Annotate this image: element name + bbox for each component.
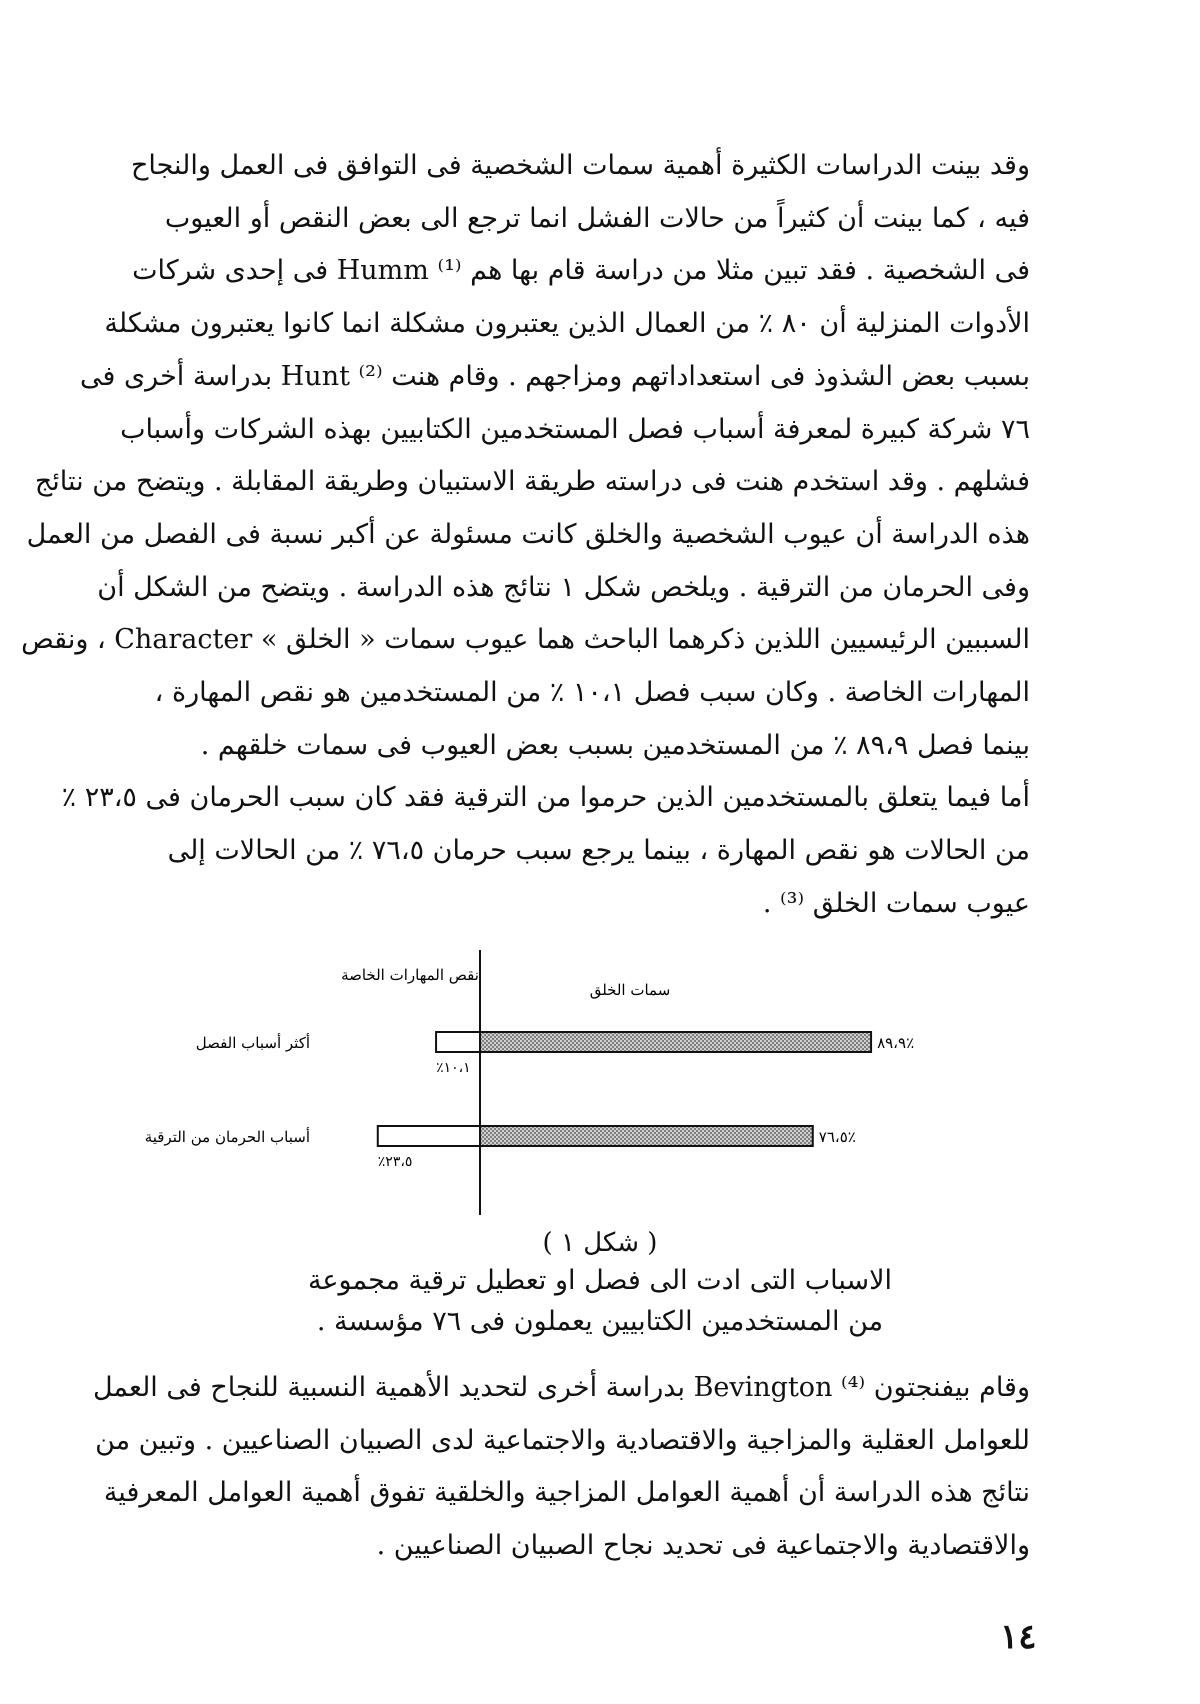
paragraph-2 (92, 1362, 1030, 1573)
bar-traits (480, 1126, 813, 1146)
bar-value-label: ٪١٠،١ (436, 1060, 471, 1076)
text-line: عيوب سمات الخلق ⁽³⁾ . (762, 887, 1030, 919)
text-line: من الحالات هو نقص المهارة ، بينما يرجع سبب حرمان ٧٦،٥ ٪ من الحالات إلى (167, 835, 1030, 867)
text-line: المهارات الخاصة . وكان سبب فصل ١٠،١ ٪ من المستخدمين هو نقص المهارة ، (154, 677, 1030, 709)
figure-caption-line-2: من المستخدمين الكتابيين يعملون فى ٧٦ مؤسسة . (316, 1306, 884, 1337)
text-line: وقد بينت الدراسات الكثيرة أهمية سمات الشخصية فى التوافق فى العمل والنجاح (130, 150, 1030, 181)
text-line: وقام بيفنجتون Bevington ⁽⁴⁾ بدراسة أخرى لتحديد الأهمية النسبية للنجاح فى العمل (92, 1372, 1030, 1403)
category-label: أسباب الحرمان من الترقية (144, 1128, 310, 1146)
category-label: أكثر أسباب الفصل (195, 1034, 310, 1052)
legend-skills: نقص المهارات الخاصة (341, 966, 479, 984)
bar-value-label: ٨٩،٩٪ (877, 1034, 915, 1052)
text-line: نتائج هذه الدراسة أن أهمية العوامل المزاجية والخلقية تفوق أهمية العوامل المعرفية (103, 1477, 1030, 1509)
text-line: أما فيما يتعلق بالمستخدمين الذين حرموا من الترقية فقد كان سبب الحرمان فى ٢٣،٥ ٪ (61, 782, 1030, 814)
text-line: السببين الرئيسيين اللذين ذكرهما الباحث هما عيوب سمات « الخلق » Character ، ونقص (21, 624, 1030, 656)
bar-skills (378, 1126, 480, 1146)
bar-chart-figure (144, 950, 1000, 1250)
text-line: والاقتصادية والاجتماعية فى تحديد نجاح الصبيان الصناعيين . (376, 1530, 1030, 1562)
bar-traits (480, 1032, 871, 1052)
bar-chart (144, 950, 1000, 1250)
text-line: هذه الدراسة أن عيوب الشخصية والخلق كانت مسئولة عن أكبر نسبة فى الفصل من العمل (26, 518, 1030, 550)
figure-caption-line-1: الاسباب التى ادت الى فصل او تعطيل ترقية مجموعة (307, 1265, 893, 1296)
text-line: للعوامل العقلية والمزاجية والاقتصادية والاجتماعية لدى الصبيان الصناعيين . وتبين من (95, 1424, 1030, 1456)
text-line: بسبب بعض الشذوذ فى استعداداتهم ومزاجهم . وقام هنت Hunt ⁽²⁾ بدراسة أخرى فى (80, 360, 1030, 392)
text-line: بينما فصل ٨٩،٩ ٪ من المستخدمين بسبب بعض العيوب فى سمات خلقهم . (200, 729, 1030, 761)
text-line: فشلهم . وقد استخدم هنت فى دراسته طريقة الاستبيان وطريقة المقابلة . ويتضح من نتائج (34, 466, 1030, 498)
bar-skills (436, 1032, 480, 1052)
bar-value-label: ٪٢٣،٥ (377, 1154, 413, 1170)
text-line: فى الشخصية . فقد تبين مثلا من دراسة قام بها هم Humm ⁽¹⁾ فى إحدى شركات (132, 255, 1030, 287)
legend-traits: سمات الخلق (589, 981, 671, 999)
bar-value-label: ٧٦،٥٪ (818, 1128, 856, 1146)
figure-label: ( شكل ١ ) (542, 1228, 658, 1258)
text-line: الأدوات المنزلية أن ٨٠ ٪ من العمال الذين يعتبرون مشكلة انما كانوا يعتبرون مشكلة (104, 308, 1030, 340)
paragraph-1 (21, 140, 1030, 931)
text-line: وفى الحرمان من الترقية . ويلخص شكل ١ نتائج هذه الدراسة . ويتضح من الشكل أن (97, 571, 1030, 603)
text-line: فيه ، كما بينت أن كثيراً من حالات الفشل انما ترجع الى بعض النقص أو العيوب (164, 202, 1030, 234)
text-line: ٧٦ شركة كبيرة لمعرفة أسباب فصل المستخدمين الكتابيين بهذه الشركات وأسباب (120, 413, 1030, 445)
bar-group (378, 1032, 914, 1170)
page-number: ١٤ (1000, 1617, 1037, 1657)
